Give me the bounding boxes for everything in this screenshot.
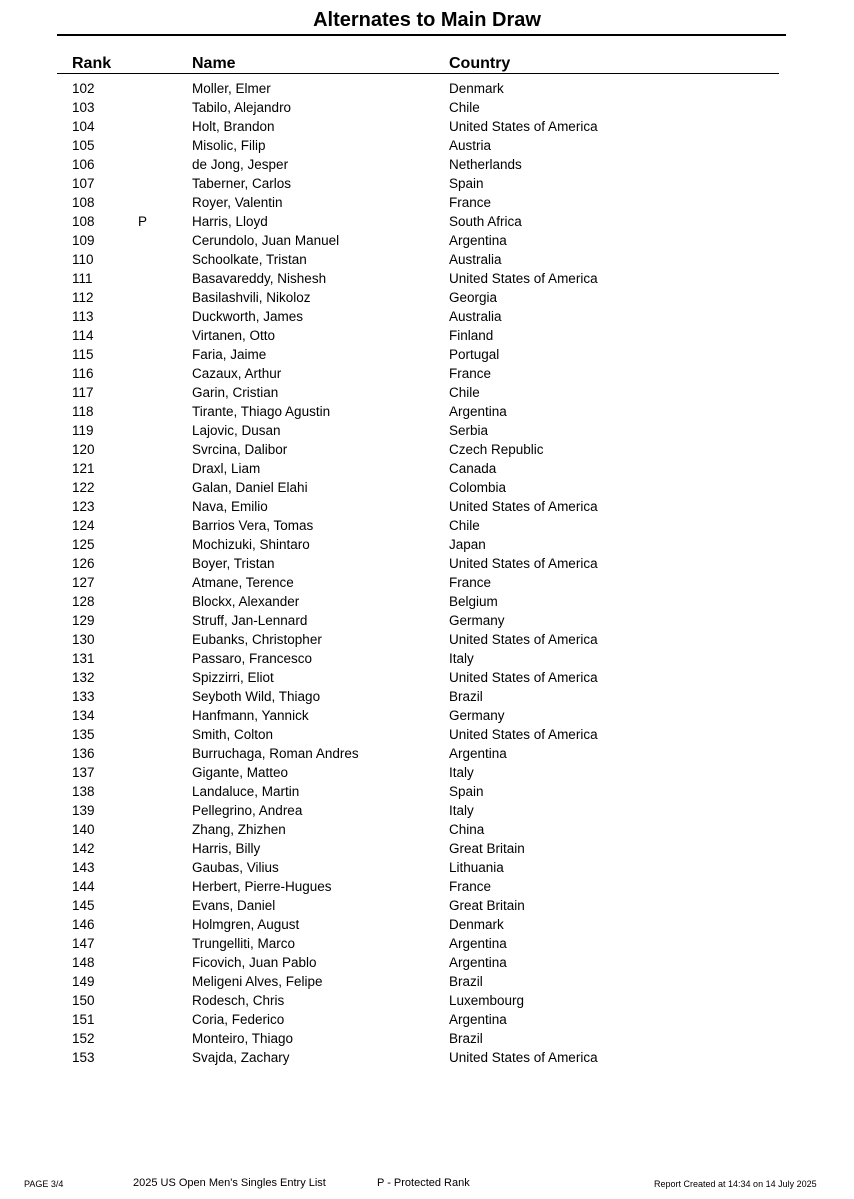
name-cell: Hanfmann, Yannick bbox=[192, 708, 309, 723]
name-cell: Gigante, Matteo bbox=[192, 765, 289, 780]
rank-cell: 134 bbox=[72, 708, 95, 723]
rank-cell: 108 bbox=[72, 214, 95, 229]
country-cell: Italy bbox=[449, 765, 474, 780]
column-header-country: Country bbox=[449, 55, 511, 72]
table-row bbox=[0, 136, 854, 155]
name-cell: Tirante, Thiago Agustin bbox=[192, 404, 331, 419]
table-row bbox=[0, 174, 854, 193]
rank-cell: 130 bbox=[72, 632, 95, 647]
table-row bbox=[0, 934, 854, 953]
table-row bbox=[0, 839, 854, 858]
name-cell: Zhang, Zhizhen bbox=[192, 822, 286, 837]
table-row bbox=[0, 231, 854, 250]
rank-cell: 102 bbox=[72, 81, 95, 96]
rank-cell: 123 bbox=[72, 499, 95, 514]
country-cell: Chile bbox=[449, 518, 480, 533]
table-row bbox=[0, 212, 854, 231]
name-cell: Rodesch, Chris bbox=[192, 993, 285, 1008]
rank-cell: 108 bbox=[72, 195, 95, 210]
table-row bbox=[0, 896, 854, 915]
rank-cell: 124 bbox=[72, 518, 95, 533]
name-cell: Garin, Cristian bbox=[192, 385, 279, 400]
protected-flag-cell: P bbox=[138, 214, 148, 229]
rank-cell: 117 bbox=[72, 385, 94, 400]
rank-cell: 149 bbox=[72, 974, 95, 989]
rank-cell: 144 bbox=[72, 879, 95, 894]
name-cell: Royer, Valentin bbox=[192, 195, 283, 210]
table-row bbox=[0, 250, 854, 269]
name-cell: Coria, Federico bbox=[192, 1012, 285, 1027]
rank-cell: 142 bbox=[72, 841, 95, 856]
name-cell: Spizzirri, Eliot bbox=[192, 670, 274, 685]
name-cell: Taberner, Carlos bbox=[192, 176, 292, 191]
name-cell: Trungelliti, Marco bbox=[192, 936, 296, 951]
rank-cell: 147 bbox=[72, 936, 95, 951]
table-row bbox=[0, 953, 854, 972]
name-cell: Monteiro, Thiago bbox=[192, 1031, 294, 1046]
name-cell: Misolic, Filip bbox=[192, 138, 266, 153]
name-cell: Passaro, Francesco bbox=[192, 651, 313, 666]
country-cell: China bbox=[449, 822, 485, 837]
name-cell: Barrios Vera, Tomas bbox=[192, 518, 314, 533]
country-cell: Brazil bbox=[449, 1031, 483, 1046]
country-cell: United States of America bbox=[449, 499, 598, 514]
rank-cell: 138 bbox=[72, 784, 95, 799]
column-header-name: Name bbox=[192, 55, 236, 72]
name-cell: Nava, Emilio bbox=[192, 499, 268, 514]
name-cell: Mochizuki, Shintaro bbox=[192, 537, 310, 552]
country-cell: Argentina bbox=[449, 936, 507, 951]
country-cell: France bbox=[449, 195, 492, 210]
country-cell: Italy bbox=[449, 651, 474, 666]
country-cell: Great Britain bbox=[449, 841, 525, 856]
name-cell: Holt, Brandon bbox=[192, 119, 275, 134]
rank-cell: 133 bbox=[72, 689, 95, 704]
table-row bbox=[0, 573, 854, 592]
name-cell: Svrcina, Dalibor bbox=[192, 442, 288, 457]
country-cell: United States of America bbox=[449, 119, 598, 134]
table-row bbox=[0, 459, 854, 478]
country-cell: Luxembourg bbox=[449, 993, 525, 1008]
table-row bbox=[0, 117, 854, 136]
name-cell: Meligeni Alves, Felipe bbox=[192, 974, 323, 989]
country-cell: Argentina bbox=[449, 404, 507, 419]
column-header-rank: Rank bbox=[72, 55, 112, 72]
country-cell: Spain bbox=[449, 176, 484, 191]
table-row bbox=[0, 1029, 854, 1048]
table-row bbox=[0, 326, 854, 345]
table-row bbox=[0, 972, 854, 991]
table-row bbox=[0, 725, 854, 744]
name-cell: Smith, Colton bbox=[192, 727, 274, 742]
country-cell: Germany bbox=[449, 708, 505, 723]
country-cell: Portugal bbox=[449, 347, 500, 362]
rank-cell: 115 bbox=[72, 347, 94, 362]
rank-cell: 139 bbox=[72, 803, 95, 818]
rank-cell: 150 bbox=[72, 993, 95, 1008]
name-cell: Schoolkate, Tristan bbox=[192, 252, 307, 267]
name-cell: Ficovich, Juan Pablo bbox=[192, 955, 317, 970]
country-cell: United States of America bbox=[449, 670, 598, 685]
country-cell: South Africa bbox=[449, 214, 522, 229]
country-cell: Argentina bbox=[449, 955, 507, 970]
rank-cell: 116 bbox=[72, 366, 94, 381]
country-cell: United States of America bbox=[449, 271, 598, 286]
country-cell: Belgium bbox=[449, 594, 498, 609]
name-cell: Struff, Jan-Lennard bbox=[192, 613, 308, 628]
table-row bbox=[0, 820, 854, 839]
rank-cell: 125 bbox=[72, 537, 95, 552]
name-cell: Cerundolo, Juan Manuel bbox=[192, 233, 340, 248]
country-cell: Colombia bbox=[449, 480, 507, 495]
rank-cell: 111 bbox=[72, 271, 93, 286]
name-cell: Holmgren, August bbox=[192, 917, 300, 932]
rank-cell: 112 bbox=[72, 290, 94, 305]
country-cell: Great Britain bbox=[449, 898, 525, 913]
table-row bbox=[0, 991, 854, 1010]
name-cell: Virtanen, Otto bbox=[192, 328, 276, 343]
name-cell: Seyboth Wild, Thiago bbox=[192, 689, 321, 704]
rank-cell: 122 bbox=[72, 480, 95, 495]
table-row bbox=[0, 516, 854, 535]
name-cell: de Jong, Jesper bbox=[192, 157, 289, 172]
rank-cell: 152 bbox=[72, 1031, 95, 1046]
name-cell: Harris, Billy bbox=[192, 841, 261, 856]
country-cell: Germany bbox=[449, 613, 505, 628]
table-row bbox=[0, 744, 854, 763]
table-row bbox=[0, 1010, 854, 1029]
table-row bbox=[0, 611, 854, 630]
rank-cell: 137 bbox=[72, 765, 95, 780]
rank-cell: 128 bbox=[72, 594, 95, 609]
table-row bbox=[0, 535, 854, 554]
country-cell: Brazil bbox=[449, 974, 483, 989]
country-cell: Australia bbox=[449, 252, 502, 267]
table-row bbox=[0, 383, 854, 402]
table-row bbox=[0, 155, 854, 174]
table-row bbox=[0, 497, 854, 516]
country-cell: France bbox=[449, 879, 492, 894]
country-cell: Canada bbox=[449, 461, 497, 476]
country-cell: United States of America bbox=[449, 727, 598, 742]
table-row bbox=[0, 440, 854, 459]
table-row bbox=[0, 668, 854, 687]
country-cell: Spain bbox=[449, 784, 484, 799]
table-row bbox=[0, 288, 854, 307]
country-cell: Argentina bbox=[449, 746, 507, 761]
alternates-list bbox=[0, 79, 854, 1067]
country-cell: Argentina bbox=[449, 233, 507, 248]
name-cell: Eubanks, Christopher bbox=[192, 632, 322, 647]
table-row bbox=[0, 98, 854, 117]
name-cell: Duckworth, James bbox=[192, 309, 304, 324]
table-row bbox=[0, 345, 854, 364]
name-cell: Harris, Lloyd bbox=[192, 214, 268, 229]
table-row bbox=[0, 592, 854, 611]
name-cell: Gaubas, Vilius bbox=[192, 860, 279, 875]
rank-cell: 148 bbox=[72, 955, 95, 970]
country-cell: Australia bbox=[449, 309, 502, 324]
table-row bbox=[0, 858, 854, 877]
table-row bbox=[0, 649, 854, 668]
rank-cell: 132 bbox=[72, 670, 95, 685]
page-title: Alternates to Main Draw bbox=[313, 9, 541, 31]
footer-report-timestamp: Report Created at 14:34 on 14 July 2025 bbox=[654, 1179, 817, 1189]
name-cell: Basilashvili, Nikoloz bbox=[192, 290, 311, 305]
table-row bbox=[0, 687, 854, 706]
name-cell: Burruchaga, Roman Andres bbox=[192, 746, 359, 761]
name-cell: Landaluce, Martin bbox=[192, 784, 300, 799]
name-cell: Lajovic, Dusan bbox=[192, 423, 281, 438]
table-row bbox=[0, 364, 854, 383]
country-cell: Argentina bbox=[449, 1012, 507, 1027]
name-cell: Herbert, Pierre-Hugues bbox=[192, 879, 332, 894]
rank-cell: 153 bbox=[72, 1050, 95, 1065]
name-cell: Tabilo, Alejandro bbox=[192, 100, 292, 115]
rank-cell: 136 bbox=[72, 746, 95, 761]
name-cell: Moller, Elmer bbox=[192, 81, 271, 96]
country-cell: Brazil bbox=[449, 689, 483, 704]
rank-cell: 143 bbox=[72, 860, 95, 875]
country-cell: Italy bbox=[449, 803, 474, 818]
name-cell: Draxl, Liam bbox=[192, 461, 261, 476]
country-cell: Czech Republic bbox=[449, 442, 544, 457]
table-row bbox=[0, 193, 854, 212]
header-divider bbox=[57, 73, 779, 74]
name-cell: Galan, Daniel Elahi bbox=[192, 480, 308, 495]
name-cell: Svajda, Zachary bbox=[192, 1050, 290, 1065]
rank-cell: 135 bbox=[72, 727, 95, 742]
rank-cell: 145 bbox=[72, 898, 95, 913]
country-cell: Chile bbox=[449, 385, 480, 400]
table-row bbox=[0, 877, 854, 896]
table-row bbox=[0, 782, 854, 801]
rank-cell: 110 bbox=[72, 252, 94, 267]
table-row bbox=[0, 1048, 854, 1067]
rank-cell: 107 bbox=[72, 176, 95, 191]
name-cell: Cazaux, Arthur bbox=[192, 366, 282, 381]
table-row bbox=[0, 915, 854, 934]
table-row bbox=[0, 554, 854, 573]
footer-list-title: 2025 US Open Men's Singles Entry List bbox=[133, 1177, 326, 1189]
country-cell: Georgia bbox=[449, 290, 498, 305]
name-cell: Faria, Jaime bbox=[192, 347, 267, 362]
country-cell: Serbia bbox=[449, 423, 489, 438]
table-row bbox=[0, 79, 854, 98]
table-row bbox=[0, 763, 854, 782]
country-cell: Finland bbox=[449, 328, 494, 343]
rank-cell: 103 bbox=[72, 100, 95, 115]
country-cell: Denmark bbox=[449, 917, 504, 932]
name-cell: Evans, Daniel bbox=[192, 898, 276, 913]
rank-cell: 113 bbox=[72, 309, 94, 324]
country-cell: Japan bbox=[449, 537, 486, 552]
name-cell: Pellegrino, Andrea bbox=[192, 803, 303, 818]
name-cell: Boyer, Tristan bbox=[192, 556, 275, 571]
rank-cell: 129 bbox=[72, 613, 95, 628]
rank-cell: 114 bbox=[72, 328, 94, 343]
country-cell: Lithuania bbox=[449, 860, 504, 875]
country-cell: United States of America bbox=[449, 1050, 598, 1065]
rank-cell: 118 bbox=[72, 404, 94, 419]
name-cell: Blockx, Alexander bbox=[192, 594, 300, 609]
rank-cell: 127 bbox=[72, 575, 95, 590]
country-cell: United States of America bbox=[449, 632, 598, 647]
rank-cell: 126 bbox=[72, 556, 95, 571]
page-number: PAGE 3/4 bbox=[24, 1179, 64, 1189]
table-row bbox=[0, 269, 854, 288]
name-cell: Basavareddy, Nishesh bbox=[192, 271, 327, 286]
rank-cell: 119 bbox=[72, 423, 94, 438]
rank-cell: 146 bbox=[72, 917, 95, 932]
country-cell: Denmark bbox=[449, 81, 504, 96]
rank-cell: 105 bbox=[72, 138, 95, 153]
country-cell: Chile bbox=[449, 100, 480, 115]
footer-legend: P - Protected Rank bbox=[377, 1177, 470, 1189]
table-row bbox=[0, 307, 854, 326]
name-cell: Atmane, Terence bbox=[192, 575, 294, 590]
country-cell: France bbox=[449, 575, 492, 590]
rank-cell: 109 bbox=[72, 233, 95, 248]
table-row bbox=[0, 630, 854, 649]
rank-cell: 131 bbox=[72, 651, 95, 666]
country-cell: Netherlands bbox=[449, 157, 522, 172]
table-row bbox=[0, 478, 854, 497]
table-row bbox=[0, 801, 854, 820]
table-row bbox=[0, 421, 854, 440]
table-row bbox=[0, 402, 854, 421]
rank-cell: 151 bbox=[72, 1012, 95, 1027]
rank-cell: 140 bbox=[72, 822, 95, 837]
rank-cell: 120 bbox=[72, 442, 95, 457]
rank-cell: 104 bbox=[72, 119, 95, 134]
title-divider bbox=[57, 34, 786, 36]
rank-cell: 106 bbox=[72, 157, 95, 172]
country-cell: France bbox=[449, 366, 492, 381]
rank-cell: 121 bbox=[72, 461, 95, 476]
table-row bbox=[0, 706, 854, 725]
country-cell: United States of America bbox=[449, 556, 598, 571]
country-cell: Austria bbox=[449, 138, 492, 153]
